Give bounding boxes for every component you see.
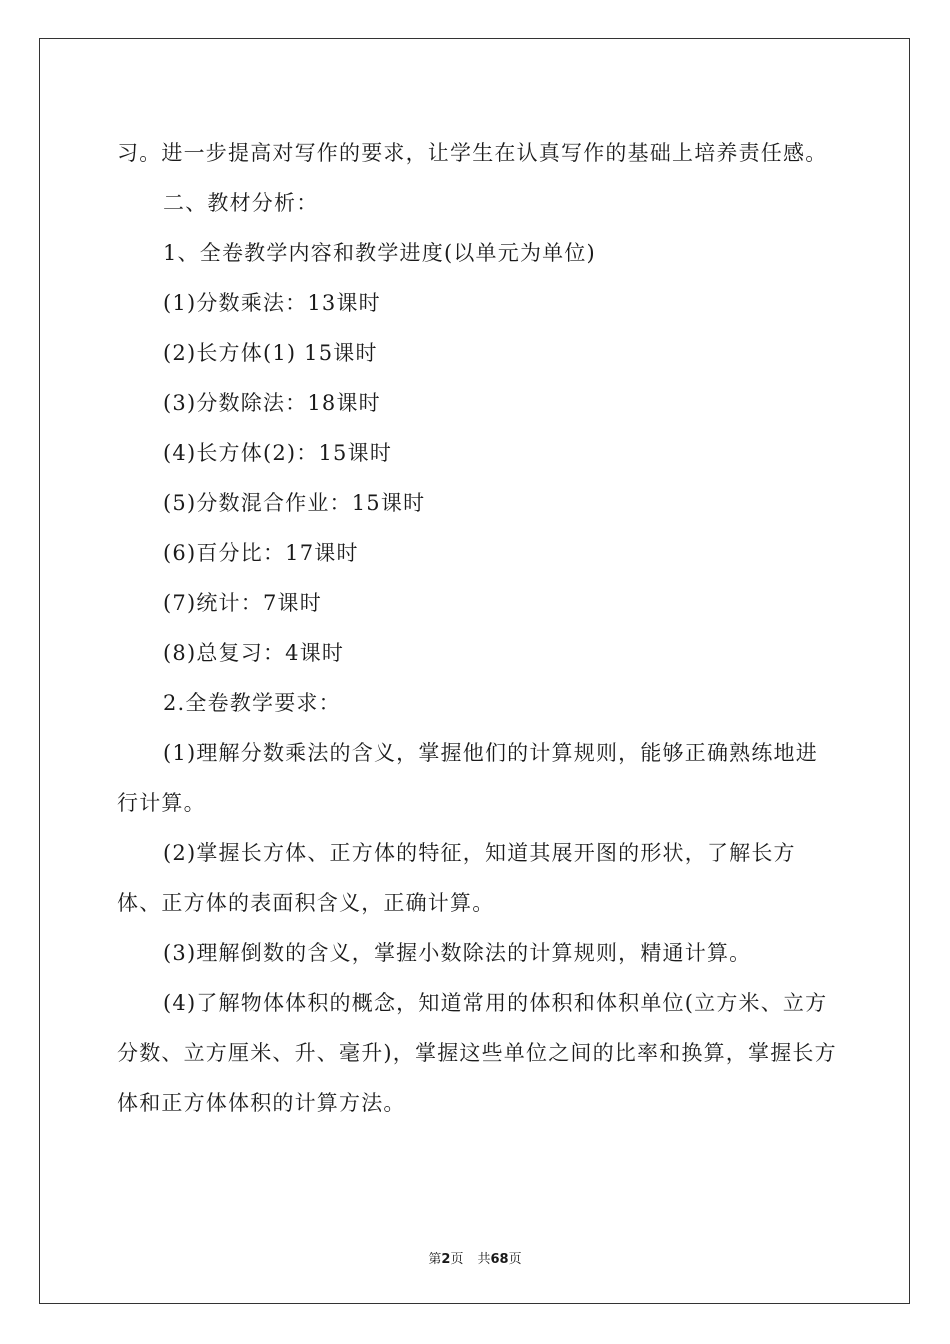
subsection-heading: 1、全卷教学内容和教学进度(以单元为单位) xyxy=(163,241,596,265)
list-item: (5)分数混合作业：15课时 xyxy=(163,491,426,515)
list-item: (2)长方体(1) 15课时 xyxy=(163,341,378,365)
list-item: (6)百分比：17课时 xyxy=(163,541,359,565)
page-current: 2 xyxy=(441,1252,451,1267)
paragraph: 习。进一步提高对写作的要求，让学生在认真写作的基础上培养责任感。 xyxy=(117,141,828,165)
requirement-item: (1)理解分数乘法的含义，掌握他们的计算规则，能够正确熟练地进行计算。 xyxy=(117,741,818,815)
subsection-heading: 2.全卷教学要求： xyxy=(163,691,341,715)
list-item: (1)分数乘法：13课时 xyxy=(163,291,381,315)
list-item: (7)统计：7课时 xyxy=(163,591,322,615)
page-footer xyxy=(0,1248,950,1267)
section-heading: 二、教材分析： xyxy=(163,191,319,215)
page-prefix: 第 xyxy=(428,1252,442,1267)
page-total: 68 xyxy=(490,1252,509,1267)
requirement-item: (4)了解物体体积的概念，知道常用的体积和体积单位(立方米、立方分数、立方厘米、升、毫升)，掌握这些单位之间的比率和换算，掌握长方体和正方体体积的计算方法。 xyxy=(117,991,837,1115)
list-item: (4)长方体(2)：15课时 xyxy=(163,441,393,465)
total-suffix: 页 xyxy=(508,1252,522,1267)
requirement-item: (3)理解倒数的含义，掌握小数除法的计算规则，精通计算。 xyxy=(163,941,752,965)
document-body xyxy=(117,128,837,1128)
total-prefix: 共 xyxy=(477,1252,491,1267)
page-suffix: 页 xyxy=(450,1252,464,1267)
list-item: (8)总复习：4课时 xyxy=(163,641,345,665)
requirement-item: (2)掌握长方体、正方体的特征，知道其展开图的形状，了解长方体、正方体的表面积含义，正确计算。 xyxy=(117,841,796,915)
list-item: (3)分数除法：18课时 xyxy=(163,391,381,415)
